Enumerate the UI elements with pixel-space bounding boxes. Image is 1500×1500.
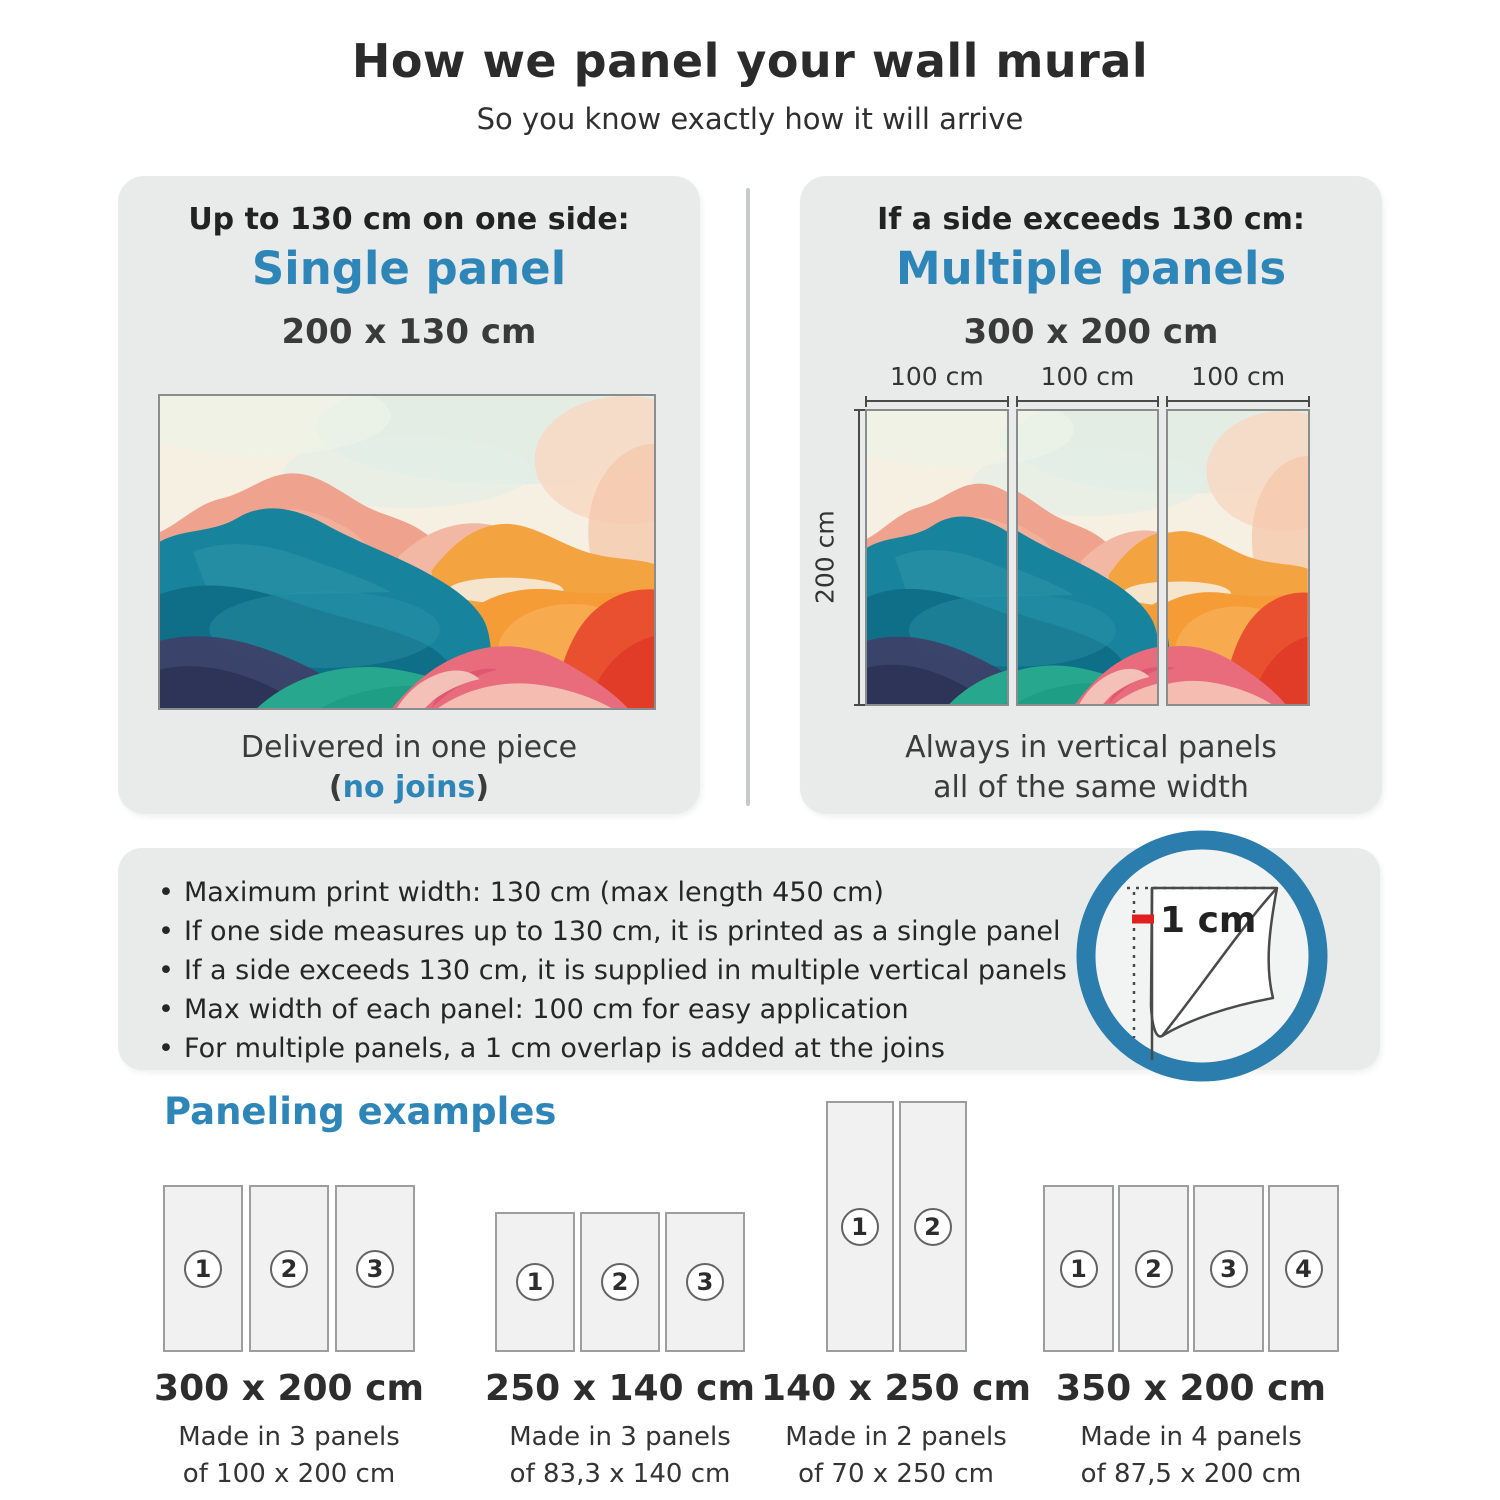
width-label-2: 100 cm bbox=[1040, 362, 1135, 391]
single-panel-caption-joins bbox=[118, 768, 700, 808]
overlap-label: 1 cm bbox=[1160, 900, 1257, 941]
panel-shape bbox=[249, 1185, 329, 1352]
panel-number-badge: 1 bbox=[184, 1250, 222, 1288]
panel-number-badge: 4 bbox=[1285, 1250, 1323, 1288]
paren-open: ( bbox=[328, 770, 343, 805]
mural-slice-2 bbox=[1016, 409, 1160, 706]
panel-shape bbox=[163, 1185, 243, 1352]
example-size: 350 x 200 cm bbox=[1056, 1368, 1326, 1409]
width-bracket bbox=[865, 396, 1009, 407]
example-300x200 bbox=[130, 1100, 448, 1493]
multi-panel-caption-line1: Always in vertical panels bbox=[905, 730, 1277, 765]
multiple-panels-card bbox=[800, 176, 1382, 814]
overlap-icon bbox=[1072, 826, 1332, 1086]
single-panel-heading: Single panel bbox=[251, 242, 567, 295]
example-panels bbox=[1030, 1100, 1352, 1352]
example-panels bbox=[756, 1100, 1036, 1352]
no-joins-highlight: no joins bbox=[342, 770, 476, 805]
height-dimension-bracket bbox=[854, 409, 865, 706]
panel-shape bbox=[826, 1101, 894, 1352]
panel-shape bbox=[1118, 1185, 1189, 1352]
single-panel-caption: Delivered in one piece bbox=[240, 730, 578, 765]
single-panel-condition: Up to 130 cm on one side: bbox=[188, 202, 630, 237]
single-panel-card bbox=[118, 176, 700, 814]
example-panels bbox=[460, 1100, 780, 1352]
example-made: Made in 2 panels of 70 x 250 cm bbox=[785, 1422, 1007, 1489]
multi-panel-condition: If a side exceeds 130 cm: bbox=[877, 202, 1305, 237]
multi-panel-caption-line2: all of the same width bbox=[933, 770, 1249, 805]
note-item: • If a side exceeds 130 cm, it is supplied in multiple vertical panels bbox=[156, 951, 1380, 990]
panel-number-badge: 2 bbox=[914, 1208, 952, 1246]
example-250x140 bbox=[460, 1100, 780, 1493]
example-size: 300 x 200 cm bbox=[154, 1368, 424, 1409]
panel-number-badge: 2 bbox=[270, 1250, 308, 1288]
panel-number-badge: 1 bbox=[516, 1263, 554, 1301]
example-made: Made in 4 panels of 87,5 x 200 cm bbox=[1080, 1422, 1302, 1489]
page-subtitle: So you know exactly how it will arrive bbox=[476, 102, 1024, 136]
panel-number-badge: 3 bbox=[686, 1263, 724, 1301]
note-item: • Max width of each panel: 100 cm for easy application bbox=[156, 990, 1380, 1029]
panel-width-labels bbox=[865, 362, 1310, 391]
note-item: • For multiple panels, a 1 cm overlap is added at the joins bbox=[156, 1029, 1380, 1068]
cards-divider bbox=[746, 188, 750, 806]
mural-artwork bbox=[160, 396, 654, 708]
examples-heading: Paneling examples bbox=[164, 1090, 557, 1133]
width-label-3: 100 cm bbox=[1191, 362, 1286, 391]
panel-shape bbox=[580, 1212, 660, 1352]
mural-image-single bbox=[158, 394, 656, 710]
width-dimension-brackets bbox=[865, 396, 1310, 407]
note-item: • If one side measures up to 130 cm, it is printed as a single panel bbox=[156, 912, 1380, 951]
example-made: Made in 3 panels of 83,3 x 140 cm bbox=[509, 1422, 731, 1489]
panel-shape bbox=[665, 1212, 745, 1352]
panel-number-badge: 2 bbox=[601, 1263, 639, 1301]
mural-slice-1 bbox=[865, 409, 1009, 706]
panel-shape bbox=[335, 1185, 415, 1352]
panel-number-badge: 3 bbox=[1210, 1250, 1248, 1288]
paren-close: ) bbox=[475, 770, 490, 805]
panel-shape bbox=[1043, 1185, 1114, 1352]
example-made: Made in 3 panels of 100 x 200 cm bbox=[178, 1422, 400, 1489]
width-label-1: 100 cm bbox=[889, 362, 984, 391]
panel-shape bbox=[1193, 1185, 1264, 1352]
panel-number-badge: 3 bbox=[356, 1250, 394, 1288]
example-size: 140 x 250 cm bbox=[761, 1368, 1031, 1409]
multi-panel-heading: Multiple panels bbox=[895, 242, 1287, 295]
example-140x250 bbox=[756, 1100, 1036, 1493]
width-bracket bbox=[1016, 396, 1160, 407]
example-350x200 bbox=[1030, 1100, 1352, 1493]
example-panels bbox=[130, 1100, 448, 1352]
panel-height-label: 200 cm bbox=[810, 510, 840, 605]
panel-number-badge: 1 bbox=[1060, 1250, 1098, 1288]
panel-shape bbox=[899, 1101, 967, 1352]
single-panel-dimensions: 200 x 130 cm bbox=[281, 312, 537, 352]
width-bracket bbox=[1166, 396, 1310, 407]
page-title: How we panel your wall mural bbox=[351, 34, 1149, 88]
panel-shape bbox=[1268, 1185, 1339, 1352]
note-item: • Maximum print width: 130 cm (max length 450 cm) bbox=[156, 873, 1380, 912]
multi-panel-dimensions: 300 x 200 cm bbox=[963, 312, 1219, 352]
mural-slice-3 bbox=[1166, 409, 1310, 706]
page-peel-icon bbox=[1072, 826, 1332, 1086]
panel-number-badge: 1 bbox=[841, 1208, 879, 1246]
panel-shape bbox=[495, 1212, 575, 1352]
mural-image-sliced bbox=[865, 409, 1310, 706]
panel-number-badge: 2 bbox=[1135, 1250, 1173, 1288]
example-size: 250 x 140 cm bbox=[485, 1368, 755, 1409]
